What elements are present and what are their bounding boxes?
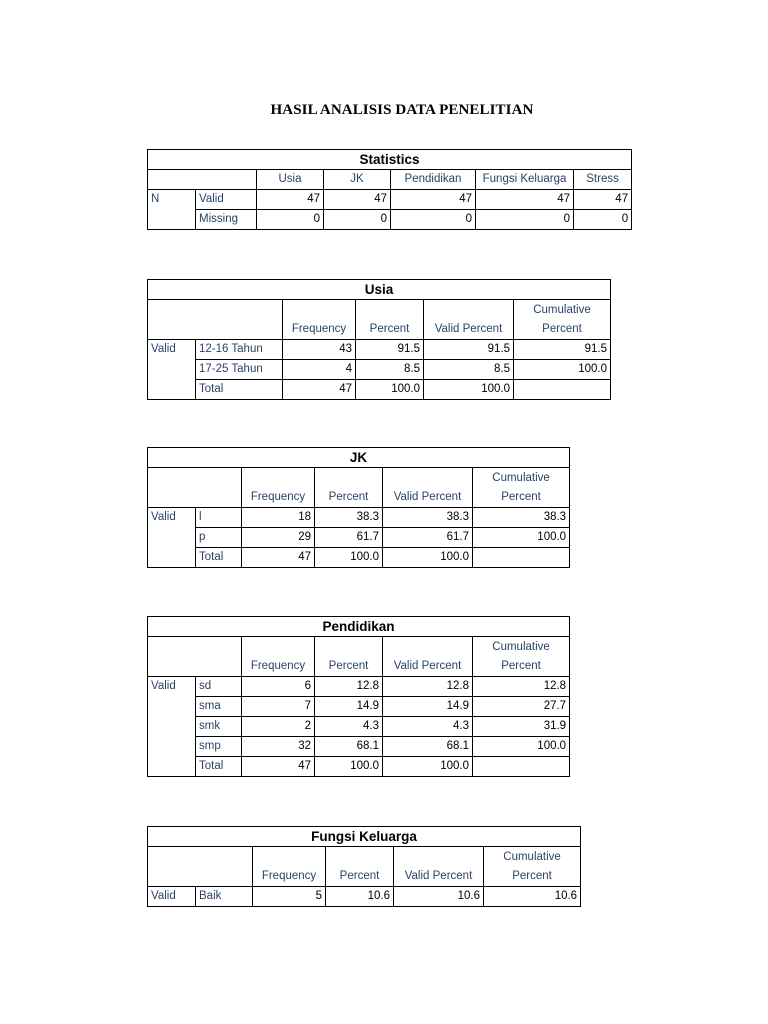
- cumulative-line-2: Percent: [501, 490, 541, 503]
- column-header-percent: Percent: [315, 637, 383, 677]
- table-row: [148, 190, 632, 210]
- cell-valid-percent: 8.5: [424, 360, 514, 380]
- cell-valid-percent: 68.1: [383, 737, 473, 757]
- row-label: smp: [196, 737, 242, 757]
- column-header-cumulative-percent: [514, 300, 611, 340]
- cumulative-line-2: Percent: [542, 322, 582, 335]
- table-row: [148, 717, 570, 737]
- column-header-jk: JK: [324, 170, 391, 190]
- cell-valid-percent: 100.0: [383, 757, 473, 777]
- table-row: [148, 340, 611, 360]
- cell-frequency: 5: [253, 887, 326, 907]
- cell-value: 0: [391, 210, 476, 230]
- cumulative-line-1: Cumulative: [492, 640, 550, 653]
- fungsi-keluarga-frequency-table: [147, 826, 581, 907]
- cell-value: 0: [257, 210, 324, 230]
- column-header-valid-percent: Valid Percent: [383, 468, 473, 508]
- statistics-table-title: Statistics: [148, 150, 632, 170]
- column-header-cumulative-percent: [484, 847, 581, 887]
- jk-frequency-table: [147, 447, 570, 568]
- usia-frequency-table: [147, 279, 611, 400]
- cell-valid-percent: 100.0: [383, 548, 473, 568]
- row-label: Total: [196, 380, 283, 400]
- pendidikan-table-title: Pendidikan: [148, 617, 570, 637]
- cell-cumulative-percent: 38.3: [473, 508, 570, 528]
- cumulative-line-1: Cumulative: [503, 850, 561, 863]
- cell-percent: 68.1: [315, 737, 383, 757]
- cell-frequency: 47: [283, 380, 356, 400]
- cell-cumulative-percent: [514, 380, 611, 400]
- table-row: [148, 210, 632, 230]
- table-row: [148, 380, 611, 400]
- cumulative-line-1: Cumulative: [492, 471, 550, 484]
- table-row: [148, 528, 570, 548]
- cell-cumulative-percent: [473, 548, 570, 568]
- row-label: Baik: [196, 887, 253, 907]
- row-label: sd: [196, 677, 242, 697]
- cell-cumulative-percent: 100.0: [473, 737, 570, 757]
- cell-cumulative-percent: 27.7: [473, 697, 570, 717]
- cell-percent: 14.9: [315, 697, 383, 717]
- cell-valid-percent: 61.7: [383, 528, 473, 548]
- cell-cumulative-percent: [473, 757, 570, 777]
- cell-cumulative-percent: 31.9: [473, 717, 570, 737]
- cell-valid-percent: 38.3: [383, 508, 473, 528]
- cell-valid-percent: 4.3: [383, 717, 473, 737]
- column-header-cumulative-percent: [473, 468, 570, 508]
- column-header-cumulative-percent: [473, 637, 570, 677]
- fungsi-keluarga-table-title: Fungsi Keluarga: [148, 827, 581, 847]
- column-header-valid-percent: Valid Percent: [383, 637, 473, 677]
- column-header-frequency: Frequency: [253, 847, 326, 887]
- row-label: sma: [196, 697, 242, 717]
- table-row: [148, 508, 570, 528]
- cell-valid-percent: 91.5: [424, 340, 514, 360]
- cell-value: 47: [391, 190, 476, 210]
- cell-percent: 4.3: [315, 717, 383, 737]
- column-header-stress: Stress: [574, 170, 632, 190]
- cell-percent: 10.6: [326, 887, 394, 907]
- row-label: Total: [196, 757, 242, 777]
- cell-cumulative-percent: 91.5: [514, 340, 611, 360]
- cell-valid-percent: 100.0: [424, 380, 514, 400]
- table-row: [148, 697, 570, 717]
- cell-percent: 100.0: [315, 548, 383, 568]
- pendidikan-frequency-table: [147, 616, 570, 777]
- row-group-valid: Valid: [148, 887, 196, 907]
- column-header-frequency: Frequency: [242, 468, 315, 508]
- row-group-valid: Valid: [148, 508, 196, 568]
- cumulative-line-2: Percent: [512, 869, 552, 882]
- table-row: [148, 360, 611, 380]
- column-header-fungsi-keluarga: Fungsi Keluarga: [476, 170, 574, 190]
- page-title: HASIL ANALISIS DATA PENELITIAN: [270, 102, 534, 118]
- cell-cumulative-percent: 100.0: [514, 360, 611, 380]
- statistics-header-corner: [148, 170, 257, 190]
- row-label: Missing: [196, 210, 257, 230]
- statistics-table: [147, 149, 632, 230]
- table-row: [148, 757, 570, 777]
- cumulative-line-2: Percent: [501, 659, 541, 672]
- row-group-valid: Valid: [148, 677, 196, 777]
- cell-percent: 12.8: [315, 677, 383, 697]
- column-header-usia: Usia: [257, 170, 324, 190]
- cell-valid-percent: 14.9: [383, 697, 473, 717]
- table-row: [148, 677, 570, 697]
- cell-percent: 38.3: [315, 508, 383, 528]
- row-group-spacer: [148, 210, 196, 230]
- header-corner: [148, 847, 253, 887]
- row-label: Total: [196, 548, 242, 568]
- row-group-valid: Valid: [148, 340, 196, 400]
- cell-value: 47: [257, 190, 324, 210]
- header-corner: [148, 637, 242, 677]
- row-group-n: N: [148, 190, 196, 210]
- cell-frequency: 6: [242, 677, 315, 697]
- cell-percent: 8.5: [356, 360, 424, 380]
- row-label: 12-16 Tahun: [196, 340, 283, 360]
- row-label: smk: [196, 717, 242, 737]
- table-row: [148, 737, 570, 757]
- cell-frequency: 29: [242, 528, 315, 548]
- table-row: [148, 548, 570, 568]
- cell-cumulative-percent: 10.6: [484, 887, 581, 907]
- cell-frequency: 7: [242, 697, 315, 717]
- cell-percent: 100.0: [315, 757, 383, 777]
- column-header-percent: Percent: [315, 468, 383, 508]
- cell-value: 47: [574, 190, 632, 210]
- cell-percent: 61.7: [315, 528, 383, 548]
- column-header-frequency: Frequency: [283, 300, 356, 340]
- cell-frequency: 2: [242, 717, 315, 737]
- cell-value: 47: [324, 190, 391, 210]
- column-header-valid-percent: Valid Percent: [394, 847, 484, 887]
- cell-valid-percent: 10.6: [394, 887, 484, 907]
- header-corner: [148, 468, 242, 508]
- jk-table-title: JK: [148, 448, 570, 468]
- usia-table-title: Usia: [148, 280, 611, 300]
- row-label: p: [196, 528, 242, 548]
- column-header-valid-percent: Valid Percent: [424, 300, 514, 340]
- header-corner: [148, 300, 283, 340]
- column-header-percent: Percent: [326, 847, 394, 887]
- cell-frequency: 47: [242, 757, 315, 777]
- table-row: [148, 887, 581, 907]
- cell-cumulative-percent: 12.8: [473, 677, 570, 697]
- cell-frequency: 4: [283, 360, 356, 380]
- column-header-percent: Percent: [356, 300, 424, 340]
- cell-value: 0: [476, 210, 574, 230]
- cell-value: 0: [324, 210, 391, 230]
- row-label: l: [196, 508, 242, 528]
- cell-cumulative-percent: 100.0: [473, 528, 570, 548]
- cell-percent: 100.0: [356, 380, 424, 400]
- cell-frequency: 43: [283, 340, 356, 360]
- cell-frequency: 47: [242, 548, 315, 568]
- cumulative-line-1: Cumulative: [533, 303, 591, 316]
- row-label: Valid: [196, 190, 257, 210]
- row-label: 17-25 Tahun: [196, 360, 283, 380]
- cell-value: 0: [574, 210, 632, 230]
- column-header-pendidikan: Pendidikan: [391, 170, 476, 190]
- cell-percent: 91.5: [356, 340, 424, 360]
- cell-frequency: 32: [242, 737, 315, 757]
- cell-value: 47: [476, 190, 574, 210]
- column-header-frequency: Frequency: [242, 637, 315, 677]
- cell-frequency: 18: [242, 508, 315, 528]
- cell-valid-percent: 12.8: [383, 677, 473, 697]
